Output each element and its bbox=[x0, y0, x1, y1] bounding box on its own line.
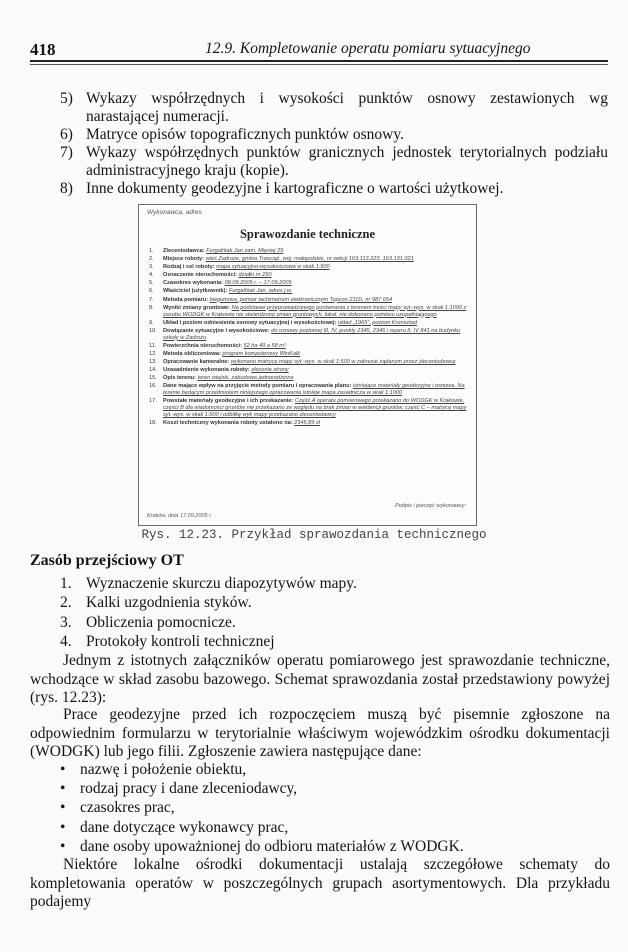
figure-row-number: 4. bbox=[149, 272, 154, 279]
list-item: 5) Wykazy współrzędnych i wysokości punktów osnowy zestawionych wg narastającej numeracji. bbox=[60, 90, 608, 125]
figure-row bbox=[149, 398, 467, 419]
figure-row-value: mapa sytuacyjno-wysokościowa w skali 1:500 bbox=[216, 264, 330, 271]
figure-row-number: 2. bbox=[149, 256, 154, 263]
figure-row-label: Opracowanie kameralne: bbox=[163, 358, 230, 365]
list-item: 2. Kalki uzgodnienia styków. bbox=[60, 594, 252, 612]
figure-row-label: Zleceniodawca: bbox=[163, 248, 205, 254]
figure-row-label: Właściciel (użytkownik): bbox=[163, 288, 228, 295]
figure-row-value: istniejące materiały geodezyjne i osnowa. Na terenie będącym przedmiotem niniejszego opracowania istnieje mapa zasadnicza w skali 1:1000 bbox=[163, 383, 465, 397]
figure-row-value: zlecenie strony bbox=[251, 367, 289, 374]
figure-city-date: Kraków, dnia 17.09.2005 r. bbox=[147, 513, 213, 519]
figure-row-number: 13. bbox=[149, 358, 157, 365]
list-item: • rodzaj pracy i dane zleceniodawcy, bbox=[60, 780, 298, 798]
figure-row-value: układ „1965”, poziom Kronsztad bbox=[338, 319, 417, 326]
figure-row-value: program komputerowy WinKalk bbox=[222, 350, 301, 357]
list-item: • dane dotyczące wykonawcy prac, bbox=[60, 818, 289, 836]
top-list bbox=[60, 90, 608, 198]
figure-row-number: 11. bbox=[149, 342, 157, 349]
figure-row-number: 16. bbox=[149, 383, 157, 390]
figure-row-label: Dowiązanie sytuacyjne i wysokościowe: bbox=[163, 327, 270, 334]
figure-row-label: Opis terenu: bbox=[163, 375, 196, 382]
running-head: 12.9. Kompletowanie operatu pomiaru sytuacyjnego bbox=[205, 40, 531, 57]
figure-row-label: Metoda pomiaru: bbox=[163, 296, 209, 303]
list-item: 8) Inne dokumenty geodezyjne i kartograficzne o wartości użytkowej. bbox=[60, 180, 504, 197]
figure-row-number: 1. bbox=[149, 248, 154, 254]
figure-row-number: 3. bbox=[149, 264, 154, 271]
figure-row-value: Furgalńiak Jan, adres j.w. bbox=[228, 288, 293, 295]
bullet-list bbox=[60, 760, 600, 856]
figure-row bbox=[149, 305, 467, 319]
figure-row-number: 12. bbox=[149, 350, 157, 357]
figure-row-value: Część A operatu pomiarowego przekazano do WODGK w Krakowie, części B dla wiadomości gruntów nie przekazano ze względu na brak zmian w ewidencji gruntów, część C – matrycę mapy syt.-wys. w skali 1:500 i odbitkę wyk mapy przekazano zleceniodawcy bbox=[163, 398, 467, 419]
figure-row-value: Furgalńiak Jan zam. Mięsiej 25 bbox=[206, 248, 284, 254]
figure-row bbox=[149, 280, 467, 287]
figure-row-number: 17. bbox=[149, 398, 157, 405]
figure-row-label: Uzasadnienie wykonania roboty: bbox=[163, 367, 250, 374]
figure-row-number: 15. bbox=[149, 375, 157, 382]
figure-contractor-address: Wykonawca, adres bbox=[147, 209, 202, 216]
figure-row-number: 5. bbox=[149, 280, 154, 287]
figure-row-value: 08.09.2005 r. – 17.09.2005 bbox=[224, 280, 292, 287]
figure-row bbox=[149, 256, 467, 263]
technical-report-figure bbox=[138, 204, 477, 526]
figure-row-value: biegunowa, pomiar tachimetrem elektronicznym Topcon 211D, nr 987 654 bbox=[209, 296, 393, 303]
figure-signature: Podpis i pieczęć wykonawcy: bbox=[395, 503, 466, 509]
figure-row bbox=[149, 297, 467, 304]
figure-row-number: 7. bbox=[149, 296, 154, 303]
figure-row bbox=[149, 343, 467, 350]
figure-row-label: Miejsce roboty: bbox=[163, 256, 205, 263]
figure-row-label: Metoda obliczeniowa: bbox=[163, 350, 221, 357]
figure-row bbox=[149, 383, 467, 397]
figure-row-label: Powierzchnia nieruchomości: bbox=[163, 342, 242, 349]
page-number: 418 bbox=[30, 40, 56, 59]
list-item: • czasokres prac, bbox=[60, 799, 175, 817]
section-list bbox=[60, 574, 600, 651]
page-header bbox=[30, 30, 608, 60]
figure-row bbox=[149, 248, 467, 255]
list-item: 1. Wyznaczenie skurczu diapozytywów mapy. bbox=[60, 575, 357, 592]
figure-row-value: 2345,89 zł bbox=[294, 420, 320, 427]
figure-row-number: 14. bbox=[149, 367, 157, 374]
paragraph: Prace geodezyjne przed ich rozpoczęciem muszą być pisemnie zgłoszone na odpowiednim formularzu w terytorialnie właściwym wojewódzkim ośrodku dokumentacji (WODGK) lub jego filii. Zgłoszenie zawiera następujące dane: bbox=[30, 706, 610, 760]
figure-row bbox=[149, 328, 467, 342]
figure-row-label: Powstałe materiały geodezyjne i ich przekazanie: bbox=[163, 398, 294, 405]
figure-row-number: 10. bbox=[149, 327, 157, 334]
figure-row bbox=[149, 320, 467, 327]
list-item: 4. Protokoły kontroli technicznej bbox=[60, 632, 275, 650]
figure-row-value: Na podstawie przeprowadzonego porównania z terenem treści mapy syt.-wys. w skali 1:1000 z zasobu WODGK w Krakowie nie stwierdzono zmian gruntowych, lokal. nie dokonano pomiaru uzupełniającego bbox=[163, 304, 467, 318]
list-item: • dane osoby upoważnionej do odbioru materiałów z WODGK. bbox=[60, 837, 464, 855]
figure-row bbox=[149, 367, 467, 374]
figure-row-label: Czasokres wykonania: bbox=[163, 280, 224, 287]
figure-row-label: Układ i poziom odniesienia osnowy sytuacyjnej i wysokościowej: bbox=[163, 319, 337, 326]
figure-row bbox=[149, 420, 467, 427]
section-heading: Zasób przejściowy OT bbox=[30, 552, 184, 569]
figure-row bbox=[149, 375, 467, 382]
header-rule-thin bbox=[30, 64, 608, 65]
figure-row-number: 6. bbox=[149, 288, 154, 295]
list-item: 3. Obliczenia pomocnicze. bbox=[60, 613, 236, 631]
figure-row-label: Wyniki zmiany gruntowe: bbox=[163, 304, 231, 311]
list-item: 6) Matryce opisów topograficznych punktów osnowy. bbox=[60, 126, 404, 143]
figure-row-number: 8. bbox=[149, 304, 154, 311]
figure-row-value: do osnowy poziomej III, IV, punkty 2345, 2346 i reperu II, IV 841 na budynku szkoły w Zadrożu bbox=[163, 327, 461, 341]
list-item: • nazwę i położenie obiektu, bbox=[60, 761, 247, 778]
figure-row-value: wieś Zadroże, gmina Trzeciąż, woj. małopolskie, nr sekcji 163.113.223, 163.131.021 bbox=[205, 256, 414, 263]
figure-row bbox=[149, 272, 467, 279]
figure-row-label: Rodzaj i cel roboty: bbox=[163, 264, 215, 271]
figure-row bbox=[149, 359, 467, 366]
figure-rows bbox=[149, 248, 467, 428]
list-item: 7) Wykazy współrzędnych punktów granicznych jednostek terytorialnych podziału administracyjnego kraju (kopie). bbox=[60, 144, 608, 179]
figure-row-label: Koszt techniczny wykonania roboty ustalono na: bbox=[163, 420, 293, 427]
paragraph: Jednym z istotnych załączników operatu pomiarowego jest sprawozdanie techniczne, wchodzące w skład zasobu bazowego. Schemat sprawozdania został przedstawiony powyżej (rys. 12.23): bbox=[30, 652, 610, 706]
figure-caption: Rys. 12.23. Przykład sprawozdania technicznego bbox=[141, 528, 487, 542]
figure-row bbox=[149, 264, 467, 271]
figure-row-label: Dane mające wpływ na przyjęcie metody pomiaru i opracowania planu: bbox=[163, 383, 352, 390]
figure-row-value: wykonano matrycę mapy syt.-wys. w skali 1:500 w zakresie żądanym przez zleceniodawcę bbox=[230, 358, 456, 365]
paragraph: Niektóre lokalne ośrodki dokumentacji ustalają szczegółowe schematy do kompletowania operatów w poszczególnych grupach asortymentowych. Dla przykładu podajemy bbox=[30, 856, 610, 910]
figure-row-number: 18. bbox=[149, 420, 157, 427]
figure-row bbox=[149, 351, 467, 358]
figure-row-label: Oznaczenie nieruchomości: bbox=[163, 272, 237, 279]
figure-row-number: 9. bbox=[149, 319, 154, 326]
figure-title: Sprawozdanie techniczne bbox=[239, 227, 376, 241]
figure-row-value: działki nr 250 bbox=[238, 272, 272, 279]
figure-row-value: 52 ha 49 a 58 m² bbox=[243, 342, 286, 349]
figure-row-value: teren wiejski, zabudowa jednorodzinna bbox=[197, 375, 294, 382]
header-rule bbox=[30, 60, 608, 62]
figure-row bbox=[149, 288, 467, 295]
